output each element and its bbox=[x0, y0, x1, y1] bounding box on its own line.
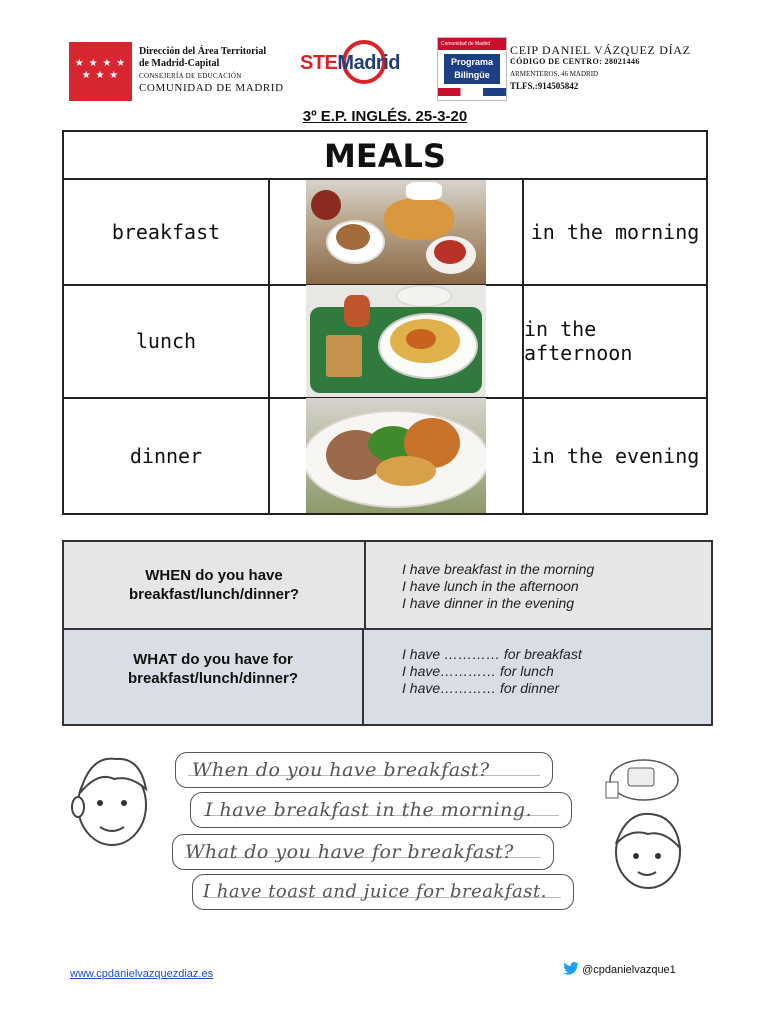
answer-line: I have lunch in the afternoon bbox=[402, 578, 579, 594]
bilingue-top-label: Comunidad de Madrid bbox=[438, 38, 506, 50]
question-when: WHEN do you have breakfast/lunch/dinner? bbox=[64, 542, 366, 628]
comunidad-label: COMUNIDAD DE MADRID bbox=[139, 82, 284, 94]
speech-bubble bbox=[190, 792, 572, 828]
answers-what bbox=[366, 630, 711, 724]
dinner-photo bbox=[306, 398, 486, 513]
twitter-handle-label: @cpdanielvazque1 bbox=[582, 964, 676, 976]
meal-time: in the morning bbox=[530, 220, 700, 244]
page-subtitle: 3º E.P. INGLÉS. 25-3-20 bbox=[302, 108, 468, 125]
table-row bbox=[64, 398, 706, 513]
flag-stripe-icon bbox=[438, 88, 506, 96]
meals-table bbox=[62, 130, 708, 515]
stem-suffix: Madrid bbox=[337, 52, 400, 74]
lunch-photo bbox=[306, 285, 486, 397]
question-table bbox=[62, 540, 713, 726]
answer-line: I have………… for dinner bbox=[402, 680, 560, 696]
stem-madrid-logo bbox=[300, 40, 430, 90]
website-link[interactable]: www.cpdanielvazquezdiaz.es bbox=[70, 968, 214, 980]
logo-stars: ★ ★ ★ ★ ★ ★ ★ bbox=[74, 58, 127, 81]
girl-thinking-icon bbox=[596, 752, 686, 892]
meal-time: in the evening bbox=[530, 443, 700, 468]
dialogue-line: I have toast and juice for breakfast. bbox=[203, 881, 547, 902]
answer-line: I have breakfast in the morning bbox=[402, 561, 595, 577]
speech-bubble bbox=[172, 834, 554, 870]
meal-image-cell bbox=[270, 180, 524, 284]
question-what: WHAT do you have for breakfast/lunch/dinner? bbox=[64, 630, 364, 724]
answer-line: I have………… for lunch bbox=[402, 663, 554, 679]
answer-line: I have ………… for breakfast bbox=[402, 646, 582, 662]
speech-bubble bbox=[192, 874, 574, 910]
school-info bbox=[510, 44, 691, 92]
direction-line1: Dirección del Área Territorial bbox=[139, 46, 267, 57]
answer-line: I have dinner in the evening bbox=[402, 595, 575, 611]
programa-bilingue-logo bbox=[437, 37, 507, 101]
twitter-handle[interactable] bbox=[563, 962, 676, 976]
direction-block bbox=[139, 46, 284, 94]
twitter-bird-icon bbox=[563, 962, 579, 975]
table-row bbox=[64, 180, 706, 286]
meal-time: in the afternoon bbox=[524, 317, 633, 365]
meal-name: dinner bbox=[64, 398, 270, 513]
table-row bbox=[64, 542, 711, 630]
meal-image-cell bbox=[270, 285, 524, 397]
boy-face-icon bbox=[70, 745, 170, 855]
school-code: CÓDIGO DE CENTRO: 28021446 bbox=[510, 57, 640, 66]
school-address: ARMENTEROS, 46 MADRID bbox=[510, 70, 599, 78]
meals-title: MEALS bbox=[64, 132, 706, 180]
direction-line2: de Madrid-Capital bbox=[139, 58, 220, 69]
meal-name: lunch bbox=[64, 285, 270, 397]
speech-bubble bbox=[175, 752, 553, 788]
meal-image-cell bbox=[270, 398, 524, 513]
breakfast-photo bbox=[306, 180, 486, 284]
bilingue-label: Programa Bilingüe bbox=[444, 54, 500, 84]
meal-name: breakfast bbox=[64, 180, 270, 284]
dialogue-line: What do you have for breakfast? bbox=[185, 841, 514, 863]
stem-prefix: STE bbox=[300, 52, 338, 74]
table-row bbox=[64, 630, 711, 724]
table-row bbox=[64, 285, 706, 399]
answers-when bbox=[366, 542, 711, 628]
dialogue-line: When do you have breakfast? bbox=[192, 759, 490, 781]
consejeria-label: CONSEJERÍA DE EDUCACIÓN bbox=[139, 72, 242, 80]
dialogue-line: I have breakfast in the morning. bbox=[205, 799, 533, 821]
school-phone: TLFS.:914505842 bbox=[510, 81, 579, 91]
school-name: CEIP DANIEL VÁZQUEZ DÍAZ bbox=[510, 43, 691, 57]
comunidad-madrid-logo bbox=[69, 42, 132, 101]
stem-logo-text bbox=[300, 52, 400, 75]
